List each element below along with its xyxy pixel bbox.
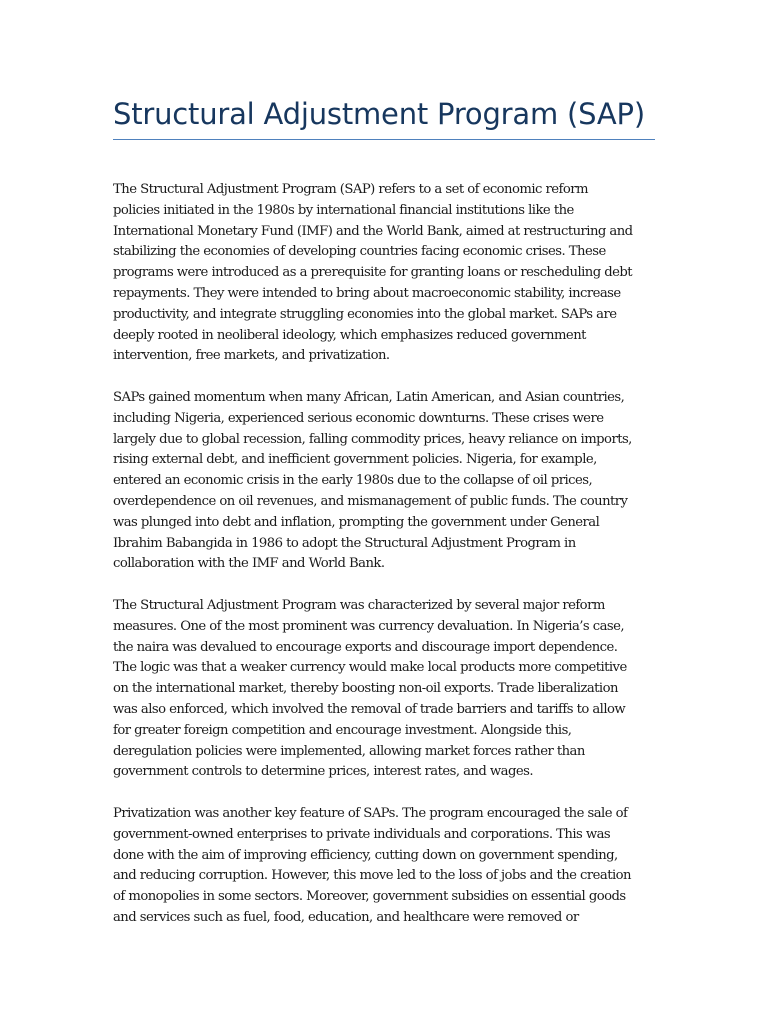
text-line: and services such as fuel, food, education, and healthcare were removed or xyxy=(113,909,579,925)
paragraph-3 xyxy=(113,596,658,783)
title-underline-rule xyxy=(113,139,655,140)
text-line: of monopolies in some sectors. Moreover, government subsidies on essential goods xyxy=(113,889,626,905)
text-line: done with the aim of improving efficiency, cutting down on government spending, xyxy=(113,847,618,863)
text-line: on the international market, thereby boosting non-oil exports. Trade liberalization xyxy=(113,681,618,697)
text-line: stabilizing the economies of developing countries facing economic crises. These xyxy=(113,244,606,260)
text-line: Privatization was another key feature of SAPs. The program encouraged the sale of xyxy=(113,805,628,821)
text-line: programs were introduced as a prerequisite for granting loans or rescheduling debt xyxy=(113,265,633,281)
text-line: deeply rooted in neoliberal ideology, which emphasizes reduced government xyxy=(113,327,586,343)
text-line: overdependence on oil revenues, and mismanagement of public funds. The country xyxy=(113,493,628,509)
text-line: collaboration with the IMF and World Bank. xyxy=(113,556,385,572)
text-line: largely due to global recession, falling commodity prices, heavy reliance on imports, xyxy=(113,431,632,447)
text-line: including Nigeria, experienced serious economic downturns. These crises were xyxy=(113,410,604,426)
text-line: The Structural Adjustment Program was characterized by several major reform xyxy=(113,597,605,613)
text-line: deregulation policies were implemented, allowing market forces rather than xyxy=(113,743,585,759)
text-line: International Monetary Fund (IMF) and the World Bank, aimed at restructuring and xyxy=(113,223,633,239)
text-line: repayments. They were intended to bring about macroeconomic stability, increase xyxy=(113,285,621,301)
text-line: entered an economic crisis in the early 1980s due to the collapse of oil prices, xyxy=(113,473,593,489)
document-body xyxy=(113,180,658,949)
text-line: rising external debt, and inefficient government policies. Nigeria, for example, xyxy=(113,452,597,468)
text-line: government-owned enterprises to private individuals and corporations. This was xyxy=(113,826,611,842)
document-title: Structural Adjustment Program (SAP) xyxy=(113,97,645,131)
paragraph-1 xyxy=(113,180,658,367)
text-line: policies initiated in the 1980s by international financial institutions like the xyxy=(113,202,574,218)
text-line: was also enforced, which involved the removal of trade barriers and tariffs to allow xyxy=(113,701,626,717)
text-line: the naira was devalued to encourage exports and discourage import dependence. xyxy=(113,639,618,655)
text-line: Ibrahim Babangida in 1986 to adopt the Structural Adjustment Program in xyxy=(113,535,576,551)
text-line: government controls to determine prices, interest rates, and wages. xyxy=(113,764,533,780)
text-line: measures. One of the most prominent was currency devaluation. In Nigeria’s case, xyxy=(113,618,625,634)
paragraph-4 xyxy=(113,804,658,929)
text-line: was plunged into debt and inflation, prompting the government under General xyxy=(113,514,600,530)
text-line: The logic was that a weaker currency would make local products more competitive xyxy=(113,660,627,676)
text-line: intervention, free markets, and privatization. xyxy=(113,348,390,364)
paragraph-2 xyxy=(113,388,658,575)
text-line: for greater foreign competition and encourage investment. Alongside this, xyxy=(113,722,572,738)
text-line: The Structural Adjustment Program (SAP) refers to a set of economic reform xyxy=(113,182,588,197)
text-line: SAPs gained momentum when many African, Latin American, and Asian countries, xyxy=(113,389,625,405)
text-line: productivity, and integrate struggling economies into the global market. SAPs are xyxy=(113,306,617,322)
text-line: and reducing corruption. However, this move led to the loss of jobs and the creation xyxy=(113,868,631,884)
